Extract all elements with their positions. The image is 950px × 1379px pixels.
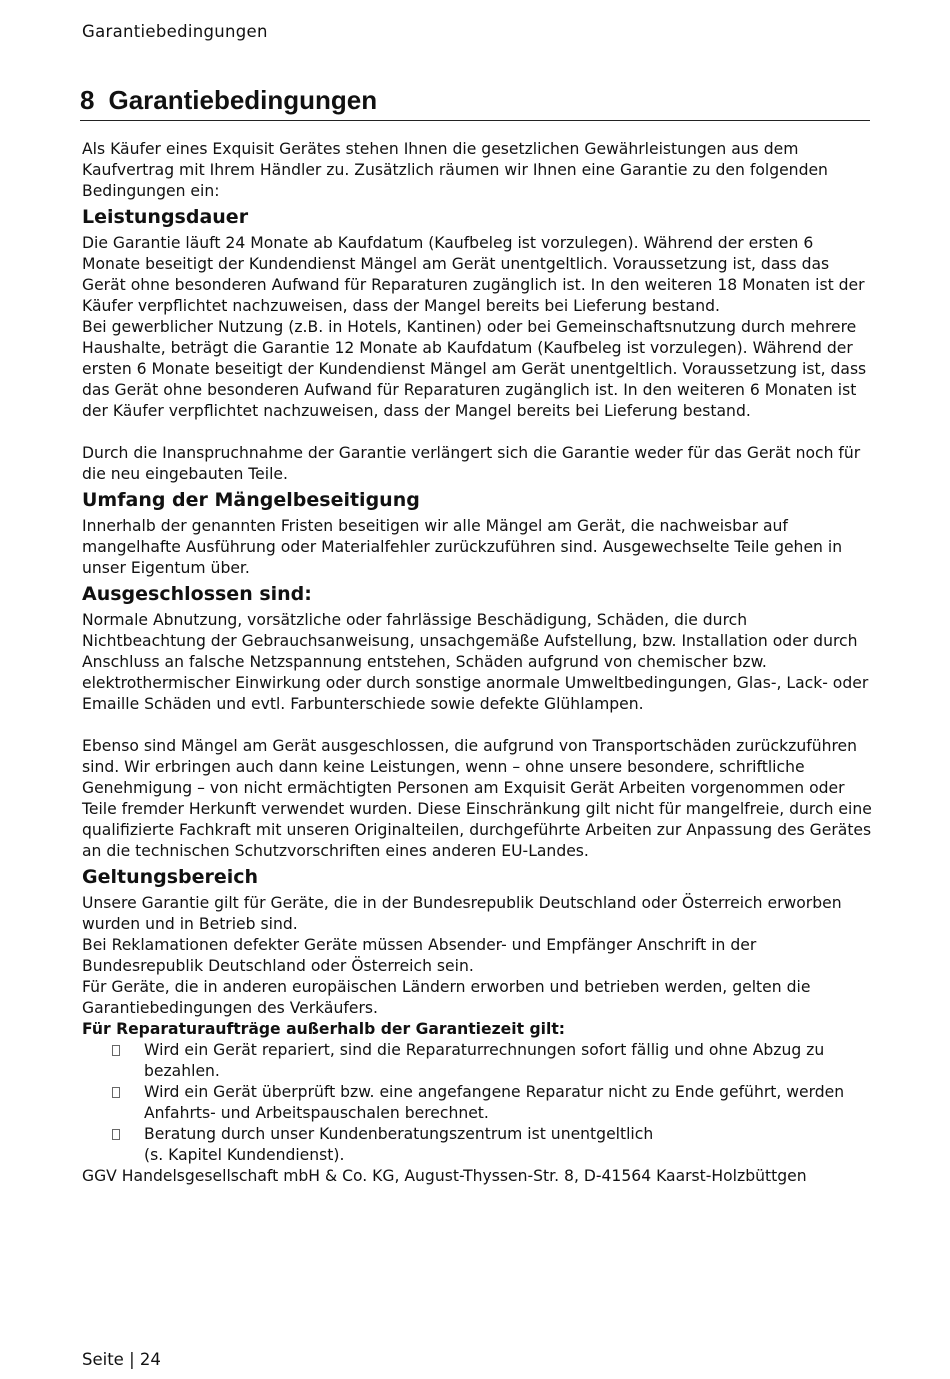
bullet-box-icon — [112, 1129, 120, 1140]
paragraph: Für Geräte, die in anderen europäischen Ländern erworben und betrieben werden, gelten die Garantiebedingungen des Verkäufers. — [82, 978, 811, 1017]
section-heading-umfang: Umfang der Mängelbeseitigung — [82, 489, 420, 511]
list-item-continuation — [82, 1145, 872, 1166]
list-item — [82, 1082, 872, 1124]
paragraph: Die Garantie läuft 24 Monate ab Kaufdatum (Kaufbeleg ist vorzulegen). Während der ersten 6 Monate beseitigt der Kundendienst Mängel am Gerät unentgeltlich. Voraussetzung ist, dass das Gerät ohne besonderen Aufwand für Reparaturen zugänglich ist. In den weiteren 18 Monaten ist der Käufer verpflichtet nachzuweisen, dass der Mangel bereits bei Lieferung bestand. — [82, 234, 865, 315]
paragraph: Normale Abnutzung, vorsätzliche oder fahrlässige Beschädigung, Schäden, die durch Nichtbeachtung der Gebrauchsanweisung, unsachgemäße Aufstellung, bzw. Installation oder durch Anschluss an falsche Netzspannung entstehen, Schäden aufgrund von chemischer bzw. elektrothermischer Einwirkung oder durch sonstige anormale Umweltbedingungen, Glas-, Lack- oder Emaille Schäden und evtl. Farbunterschiede sowie defekte Glühlampen. — [82, 611, 869, 713]
repair-conditions-list — [82, 1040, 872, 1166]
list-item-text: Wird ein Gerät repariert, sind die Reparaturrechnungen sofort fällig und ohne Abzug zu bezahlen. — [144, 1041, 825, 1080]
list-item-text: (s. Kapitel Kundendienst). — [144, 1146, 345, 1164]
document-body — [82, 139, 872, 1187]
repair-orders-heading: Für Reparaturaufträge außerhalb der Garantiezeit gilt: — [82, 1020, 566, 1038]
paragraph: Innerhalb der genannten Fristen beseitigen wir alle Mängel am Gerät, die nachweisbar auf mangelhafte Ausführung oder Materialfehler zurückzuführen sind. Ausgewechselte Teile gehen in unser Eigentum über. — [82, 517, 843, 577]
chapter-heading — [80, 84, 870, 121]
paragraph: Durch die Inanspruchnahme der Garantie verlängert sich die Garantie weder für das Gerät noch für die neu eingebauten Teile. — [82, 444, 861, 483]
list-item — [82, 1040, 872, 1082]
section-heading-geltungsbereich: Geltungsbereich — [82, 866, 259, 888]
spacer — [82, 422, 872, 443]
page-footer: Seite | 24 — [82, 1350, 161, 1369]
paragraph: Bei Reklamationen defekter Geräte müssen Absender- und Empfänger Anschrift in der Bundesrepublik Deutschland oder Österreich sein. — [82, 936, 757, 975]
section-heading-ausgeschlossen: Ausgeschlossen sind: — [82, 583, 312, 605]
running-header: Garantiebedingungen — [82, 22, 268, 41]
section-heading-leistungsdauer: Leistungsdauer — [82, 206, 249, 228]
bullet-box-icon — [112, 1045, 120, 1056]
list-item — [82, 1124, 872, 1145]
spacer — [82, 715, 872, 736]
chapter-number: 8 — [80, 85, 95, 115]
paragraph: Ebenso sind Mängel am Gerät ausgeschlossen, die aufgrund von Transportschäden zurückzuführen sind. Wir erbringen auch dann keine Leistungen, wenn – ohne unsere besondere, schriftliche Genehmigung – von nicht ermächtigten Personen am Exquisit Gerät Arbeiten vorgenommen oder Teile fremder Herkunft verwendet wurden. Diese Einschränkung gilt nicht für mangelfreie, durch eine qualifizierte Fachkraft mit unseren Originalteilen, durchgeführte Arbeiten zur Anpassung des Gerätes an die technischen Schutzvorschriften eines anderen EU-Landes. — [82, 737, 872, 860]
list-item-text: Wird ein Gerät überprüft bzw. eine angefangene Reparatur nicht zu Ende geführt, werden Anfahrts- und Arbeitspauschalen berechnet. — [144, 1083, 845, 1122]
chapter-title: Garantiebedingungen — [108, 85, 378, 115]
paragraph: Unsere Garantie gilt für Geräte, die in der Bundesrepublik Deutschland oder Österreich erworben wurden und in Betrieb sind. — [82, 894, 842, 933]
list-item-text: Beratung durch unser Kundenberatungszentrum ist unentgeltlich — [144, 1125, 654, 1143]
company-address: GGV Handelsgesellschaft mbH & Co. KG, August-Thyssen-Str. 8, D-41564 Kaarst-Holzbüttgen — [82, 1167, 807, 1185]
bullet-box-icon — [112, 1087, 120, 1098]
intro-paragraph: Als Käufer eines Exquisit Gerätes stehen Ihnen die gesetzlichen Gewährleistungen aus dem Kaufvertrag mit Ihrem Händler zu. Zusätzlich räumen wir Ihnen eine Garantie zu den folgenden Bedingungen ein: — [82, 140, 828, 200]
paragraph: Bei gewerblicher Nutzung (z.B. in Hotels, Kantinen) oder bei Gemeinschaftsnutzung durch mehrere Haushalte, beträgt die Garantie 12 Monate ab Kaufdatum (Kaufbeleg ist vorzulegen). Während der ersten 6 Monate beseitigt der Kundendienst Mängel am Gerät unentgeltlich. Voraussetzung ist, dass das Gerät ohne besonderen Aufwand für Reparaturen zugänglich ist. In den weiteren 6 Monaten ist der Käufer verpflichtet nachzuweisen, dass der Mangel bereits bei Lieferung bestand. — [82, 318, 867, 420]
